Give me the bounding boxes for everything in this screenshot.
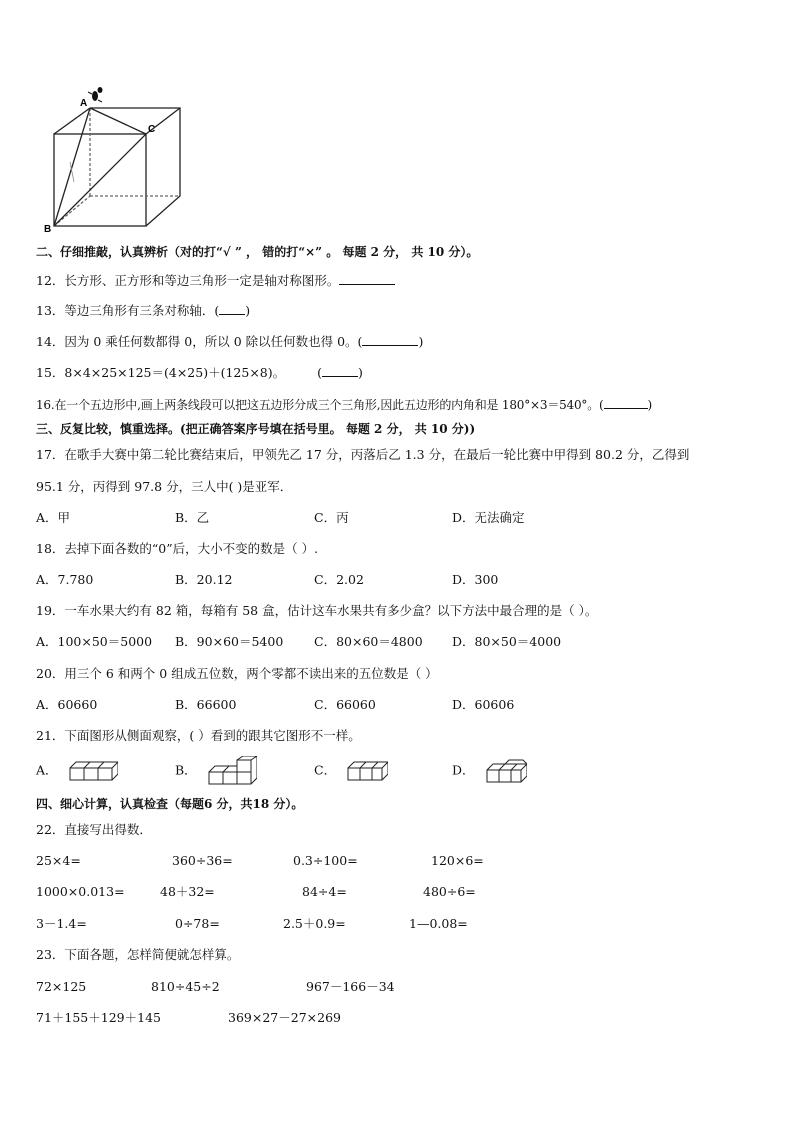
q22-item: 2.5＋0.9= — [283, 916, 346, 931]
q16-text: 16.在一个五边形中,画上两条线段可以把这五边形分成三个三角形,因此五边形的内角和是 180°×3＝540°。( — [36, 398, 604, 412]
q13 — [36, 302, 250, 319]
q23-item: 369×27－27×269 — [228, 1010, 341, 1025]
q21-option-c[interactable] — [314, 760, 388, 782]
ant-icon — [88, 87, 103, 102]
q15-open: ( — [317, 365, 323, 380]
q19-option-c[interactable]: C．80×60＝4800 — [314, 634, 423, 649]
q17-option-b[interactable]: B．乙 — [175, 510, 210, 525]
section4-heading: 四、细心计算，认真检查（每题6 分，共18 分）。 — [36, 797, 304, 811]
q21-option-d[interactable] — [452, 758, 527, 784]
q23-item: 967－166－34 — [306, 979, 395, 994]
q23-item: 71＋155＋129＋145 — [36, 1010, 161, 1025]
label-b: B — [44, 224, 52, 232]
q22-item: 84÷4= — [302, 884, 347, 899]
label-a: A — [80, 98, 88, 109]
q15 — [36, 364, 363, 381]
q21-figure-b — [207, 756, 257, 786]
q22: 22．直接写出得数． — [36, 822, 152, 837]
q13-close: ) — [245, 303, 251, 318]
q14 — [36, 333, 423, 350]
q21-option-b-label: B． — [175, 762, 197, 778]
q22-item: 1000×0.013= — [36, 884, 125, 899]
section2-heading: 二、仔细推敲，认真辨析（对的打“√ ” ， 错的打“×” 。 每题 2 分， 共 10 分）。 — [36, 245, 479, 259]
q22-item: 0.3÷100= — [293, 853, 358, 868]
q21-option-a[interactable] — [36, 760, 118, 782]
q22-item: 480÷6= — [423, 884, 476, 899]
q19-option-d[interactable]: D．80×50＝4000 — [452, 634, 562, 649]
q19: 19．一车水果大约有 82 箱，每箱有 58 盒，估计这车水果共有多少盒？以下方法中最合理的是（ ）。 — [36, 603, 598, 618]
q16-close: ) — [647, 398, 652, 412]
q22-item: 25×4= — [36, 853, 81, 868]
q23-item: 810÷45÷2 — [151, 979, 220, 994]
q22-item: 1—0.08= — [409, 916, 468, 931]
q19-option-b[interactable]: B．90×60＝5400 — [175, 634, 284, 649]
label-c: C — [148, 124, 156, 135]
q13-answer-blank[interactable] — [219, 302, 245, 315]
q17-option-c[interactable]: C．丙 — [314, 510, 349, 525]
q20-option-b[interactable]: B．66600 — [175, 697, 237, 712]
q14-answer-blank[interactable] — [362, 333, 418, 346]
q22-item: 360÷36= — [172, 853, 233, 868]
q16-answer-blank[interactable] — [604, 396, 648, 409]
q21-option-c-label: C． — [314, 762, 337, 778]
q21-figure-d — [485, 758, 527, 784]
q18-option-a[interactable]: A．7.780 — [36, 572, 94, 587]
q20-option-a[interactable]: A．60660 — [36, 697, 98, 712]
q21-figure-a — [68, 760, 118, 782]
q21-option-d-label: D． — [452, 762, 475, 778]
q21-option-a-label: A． — [36, 762, 58, 778]
q17-option-a[interactable]: A．甲 — [36, 510, 71, 525]
q22-item: 3－1.4= — [36, 916, 87, 931]
q15-text: 15．8×4×25×125＝(4×25)＋(125×8)。 — [36, 365, 286, 380]
q15-close: ) — [358, 365, 363, 380]
q23-item: 72×125 — [36, 979, 87, 994]
segment-ac — [90, 108, 146, 134]
q18-option-c[interactable]: C．2.02 — [314, 572, 364, 587]
q17-option-d[interactable]: D．无法确定 — [452, 510, 525, 525]
q20-option-d[interactable]: D．60606 — [452, 697, 515, 712]
q21-figure-c — [346, 760, 388, 782]
q16 — [36, 396, 652, 413]
q19-option-a[interactable]: A．100×50＝5000 — [36, 634, 153, 649]
q12-text: 12．长方形、正方形和等边三角形一定是轴对称图形。 — [36, 273, 340, 288]
q21: 21．下面图形从侧面观察，( ）看到的跟其它图形不一样。 — [36, 728, 361, 743]
q17-line1: 17．在歌手大赛中第二轮比赛结束后，甲领先乙 17 分，丙落后乙 1.3 分，在最后一轮比赛中甲得到 80.2 分，乙得到 — [36, 447, 690, 462]
q22-item: 0÷78= — [175, 916, 220, 931]
q23: 23．下面各题，怎样简便就怎样算。 — [36, 947, 240, 962]
q12-answer-blank[interactable] — [339, 272, 395, 285]
q14-text: 14．因为 0 乘任何数都得 0，所以 0 除以任何数也得 0。( — [36, 334, 363, 349]
q18-option-d[interactable]: D．300 — [452, 572, 499, 587]
q14-close: ) — [418, 334, 424, 349]
q22-item: 120×6= — [431, 853, 484, 868]
cube-diagram — [42, 82, 192, 232]
q15-answer-blank[interactable] — [322, 364, 358, 377]
q13-text: 13．等边三角形有三条对称轴．( — [36, 303, 220, 318]
section3-heading: 三、反复比较，慎重选择。(把正确答案序号填在括号里。 每题 2 分， 共 10 分)) — [36, 422, 476, 436]
cube-back-edges — [90, 108, 180, 226]
q17-line2: 95.1 分，丙得到 97.8 分，三人中( )是亚军． — [36, 479, 293, 494]
q22-item: 48＋32= — [160, 884, 215, 899]
q18-option-b[interactable]: B．20.12 — [175, 572, 233, 587]
q20: 20．用三个 6 和两个 0 组成五位数，两个零都不读出来的五位数是（ ） — [36, 666, 438, 681]
q20-option-c[interactable]: C．66060 — [314, 697, 376, 712]
q12 — [36, 272, 395, 289]
q21-option-b[interactable] — [175, 756, 257, 786]
q18: 18．去掉下面各数的“0”后，大小不变的数是（ ）. — [36, 541, 319, 556]
